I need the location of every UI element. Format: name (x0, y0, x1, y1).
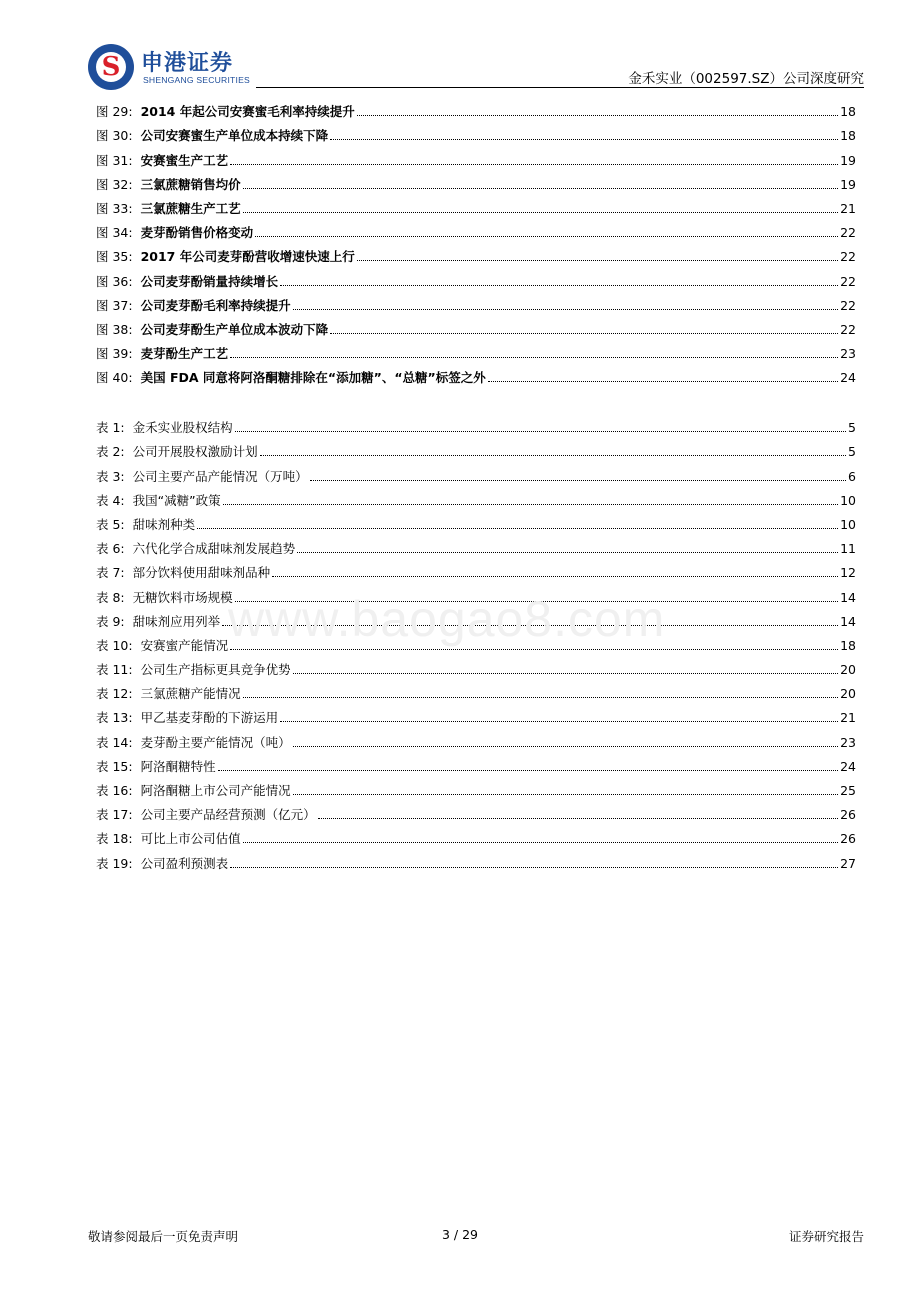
page-number: 3 / 29 (441, 1227, 479, 1242)
table-entry[interactable] (96, 702, 856, 726)
dot-leader (230, 867, 838, 868)
dot-leader (243, 842, 838, 843)
table-entry[interactable] (96, 799, 856, 823)
table-entry[interactable] (96, 436, 856, 460)
dot-leader (280, 285, 838, 286)
entry-page-number: 19 (840, 152, 856, 168)
entry-page-number: 20 (840, 686, 856, 702)
entry-label: 表 17: (96, 807, 133, 823)
entry-title: 公司开展股权激励计划 (132, 444, 258, 460)
entry-label: 表 19: (96, 855, 133, 871)
entry-page-number: 6 (848, 468, 856, 484)
entry-page-number: 14 (840, 613, 856, 629)
entry-label: 表 7: (96, 565, 125, 581)
entry-label: 图 31: (96, 152, 133, 168)
footer-disclaimer: 敬请参阅最后一页免责声明 (88, 1229, 239, 1244)
figure-list (96, 96, 856, 386)
entry-label: 表 12: (96, 686, 133, 702)
dot-leader (272, 576, 838, 577)
dot-leader (255, 236, 838, 237)
entry-label: 表 13: (96, 710, 133, 726)
entry-title: 麦芽酚生产工艺 (140, 346, 229, 362)
table-entry[interactable] (96, 678, 856, 702)
entry-title: 公司生产指标更具竞争优势 (140, 662, 291, 678)
dot-leader (293, 794, 838, 795)
table-entry[interactable] (96, 412, 856, 436)
entry-title: 甜味剂种类 (132, 516, 196, 532)
entry-label: 表 5: (96, 516, 125, 532)
entry-title: 公司麦芽酚销量持续增长 (140, 273, 279, 289)
figure-entry[interactable] (96, 144, 856, 168)
entry-label: 图 40: (96, 370, 133, 386)
entry-label: 表 11: (96, 662, 133, 678)
entry-title: 安赛蜜产能情况 (140, 637, 229, 653)
entry-page-number: 14 (840, 589, 856, 605)
dot-leader (235, 601, 838, 602)
entry-page-number: 10 (840, 516, 856, 532)
table-entry[interactable] (96, 485, 856, 509)
entry-page-number: 24 (840, 758, 856, 774)
entry-title: 美国 FDA 同意将阿洛酮糖排除在“添加糖”、“总糖”标签之外 (140, 370, 486, 386)
entry-page-number: 20 (840, 662, 856, 678)
dot-leader (260, 455, 846, 456)
entry-label: 表 2: (96, 444, 125, 460)
entry-label: 图 32: (96, 176, 133, 192)
page-header (0, 0, 920, 96)
figure-entry[interactable] (96, 169, 856, 193)
entry-title: 三氯蔗糖销售均价 (140, 176, 241, 192)
logo-letter: S (101, 52, 121, 82)
dot-leader (230, 357, 838, 358)
dot-leader (310, 480, 846, 481)
entry-label: 表 1: (96, 420, 125, 436)
table-list (96, 412, 856, 872)
table-entry[interactable] (96, 726, 856, 750)
entry-title: 无糖饮料市场规模 (132, 589, 233, 605)
entry-page-number: 26 (840, 831, 856, 847)
dot-leader (293, 309, 838, 310)
dot-leader (223, 504, 839, 505)
dot-leader (235, 431, 846, 432)
entry-page-number: 25 (840, 783, 856, 798)
table-entry[interactable] (96, 847, 856, 871)
dot-leader (230, 164, 838, 165)
figure-entry[interactable] (96, 290, 856, 314)
entry-page-number: 22 (840, 297, 856, 313)
entry-label: 图 30: (96, 128, 133, 144)
footer-report-type: 证券研究报告 (788, 1229, 864, 1244)
table-entry[interactable] (96, 823, 856, 847)
figure-entry[interactable] (96, 241, 856, 265)
table-entry[interactable] (96, 775, 856, 799)
dot-leader (318, 818, 838, 819)
entry-page-number: 21 (840, 710, 856, 726)
figure-entry[interactable] (96, 193, 856, 217)
entry-label: 表 15: (96, 758, 133, 774)
report-title: 金禾实业（002597.SZ）公司深度研究 (628, 71, 864, 87)
figure-entry[interactable] (96, 314, 856, 338)
entry-title: 公司盈利预测表 (140, 855, 229, 871)
figure-entry[interactable] (96, 362, 856, 386)
table-entry[interactable] (96, 751, 856, 775)
brand-name-cn: 申港证券 (141, 51, 234, 76)
dot-leader (197, 528, 838, 529)
entry-title: 阿洛酮糖上市公司产能情况 (140, 783, 291, 798)
entry-page-number: 27 (840, 855, 856, 871)
logo-emblem (88, 44, 134, 90)
table-entry[interactable] (96, 581, 856, 605)
entry-page-number: 18 (840, 128, 856, 144)
entry-page-number: 5 (848, 420, 856, 436)
entry-title: 公司主要产品经营预测（亿元） (140, 807, 316, 823)
figure-entry[interactable] (96, 338, 856, 362)
entry-label: 表 4: (96, 492, 125, 508)
table-entry[interactable] (96, 654, 856, 678)
entry-page-number: 12 (840, 565, 856, 581)
entry-title: 2014 年起公司安赛蜜毛利率持续提升 (140, 104, 355, 120)
dot-leader (330, 139, 838, 140)
entry-page-number: 26 (840, 807, 856, 823)
dot-leader (222, 625, 838, 626)
dot-leader (243, 212, 838, 213)
dot-leader (488, 381, 838, 382)
entry-label: 表 14: (96, 734, 133, 750)
entry-title: 我国“减糖”政策 (132, 492, 221, 508)
entry-title: 可比上市公司估值 (140, 831, 241, 847)
entry-label: 表 6: (96, 541, 125, 557)
dot-leader (357, 260, 838, 261)
entry-page-number: 23 (840, 734, 856, 750)
company-logo (88, 44, 268, 90)
table-entry[interactable] (96, 606, 856, 630)
entry-title: 部分饮料使用甜味剂品种 (132, 565, 271, 581)
entry-label: 图 34: (96, 225, 133, 241)
entry-page-number: 24 (840, 370, 856, 386)
dot-leader (280, 721, 838, 722)
watermark: www.baogao8.com (228, 591, 666, 647)
entry-label: 图 37: (96, 297, 133, 313)
figure-entry[interactable] (96, 96, 856, 120)
entry-title: 2017 年公司麦芽酚营收增速快速上行 (140, 249, 355, 265)
header-divider (256, 87, 864, 88)
dot-leader (243, 697, 838, 698)
entry-title: 公司主要产品产能情况（万吨） (132, 468, 308, 484)
entry-label: 图 35: (96, 249, 133, 265)
entry-page-number: 19 (840, 176, 856, 192)
entry-page-number: 10 (840, 492, 856, 508)
entry-label: 表 9: (96, 613, 125, 629)
entry-title: 安赛蜜生产工艺 (140, 152, 229, 168)
figure-entry[interactable] (96, 217, 856, 241)
entry-title: 三氯蔗糖生产工艺 (140, 200, 241, 216)
dot-leader (293, 746, 838, 747)
entry-page-number: 22 (840, 321, 856, 337)
entry-label: 表 18: (96, 831, 133, 847)
entry-label: 表 10: (96, 637, 133, 653)
dot-leader (218, 770, 838, 771)
entry-label: 表 8: (96, 589, 125, 605)
dot-leader (330, 333, 838, 334)
dot-leader (230, 649, 838, 650)
entry-page-number: 11 (840, 541, 856, 557)
entry-title: 公司麦芽酚毛利率持续提升 (140, 297, 291, 313)
table-entry[interactable] (96, 557, 856, 581)
entry-title: 三氯蔗糖产能情况 (140, 686, 241, 702)
entry-title: 六代化学合成甜味剂发展趋势 (132, 541, 296, 557)
entry-page-number: 22 (840, 249, 856, 265)
entry-title: 麦芽酚销售价格变动 (140, 225, 254, 241)
entry-label: 图 33: (96, 200, 133, 216)
entry-page-number: 18 (840, 104, 856, 120)
entry-label: 表 3: (96, 468, 125, 484)
entry-page-number: 22 (840, 273, 856, 289)
entry-title: 阿洛酮糖特性 (140, 758, 216, 774)
entry-title: 甜味剂应用列举 (132, 613, 221, 629)
table-entry[interactable] (96, 460, 856, 484)
entry-page-number: 22 (840, 225, 856, 241)
entry-label: 图 38: (96, 321, 133, 337)
entry-label: 图 39: (96, 346, 133, 362)
entry-title: 甲乙基麦芽酚的下游运用 (140, 710, 279, 726)
entry-label: 图 36: (96, 273, 133, 289)
figure-entry[interactable] (96, 265, 856, 289)
entry-label: 表 16: (96, 783, 133, 798)
dot-leader (297, 552, 838, 553)
entry-title: 公司安赛蜜生产单位成本持续下降 (140, 128, 329, 144)
figure-entry[interactable] (96, 120, 856, 144)
dot-leader (357, 115, 838, 116)
entry-page-number: 23 (840, 346, 856, 362)
entry-title: 金禾实业股权结构 (132, 420, 233, 436)
entry-page-number: 21 (840, 200, 856, 216)
entry-page-number: 5 (848, 444, 856, 460)
table-entry[interactable] (96, 533, 856, 557)
entry-title: 麦芽酚主要产能情况（吨） (140, 734, 291, 750)
entry-label: 图 29: (96, 104, 133, 120)
dot-leader (293, 673, 838, 674)
dot-leader (243, 188, 838, 189)
entry-page-number: 18 (840, 637, 856, 653)
entry-title: 公司麦芽酚生产单位成本波动下降 (140, 321, 329, 337)
table-entry[interactable] (96, 630, 856, 654)
brand-name-en: SHENGANG SECURITIES (143, 75, 250, 85)
table-entry[interactable] (96, 509, 856, 533)
